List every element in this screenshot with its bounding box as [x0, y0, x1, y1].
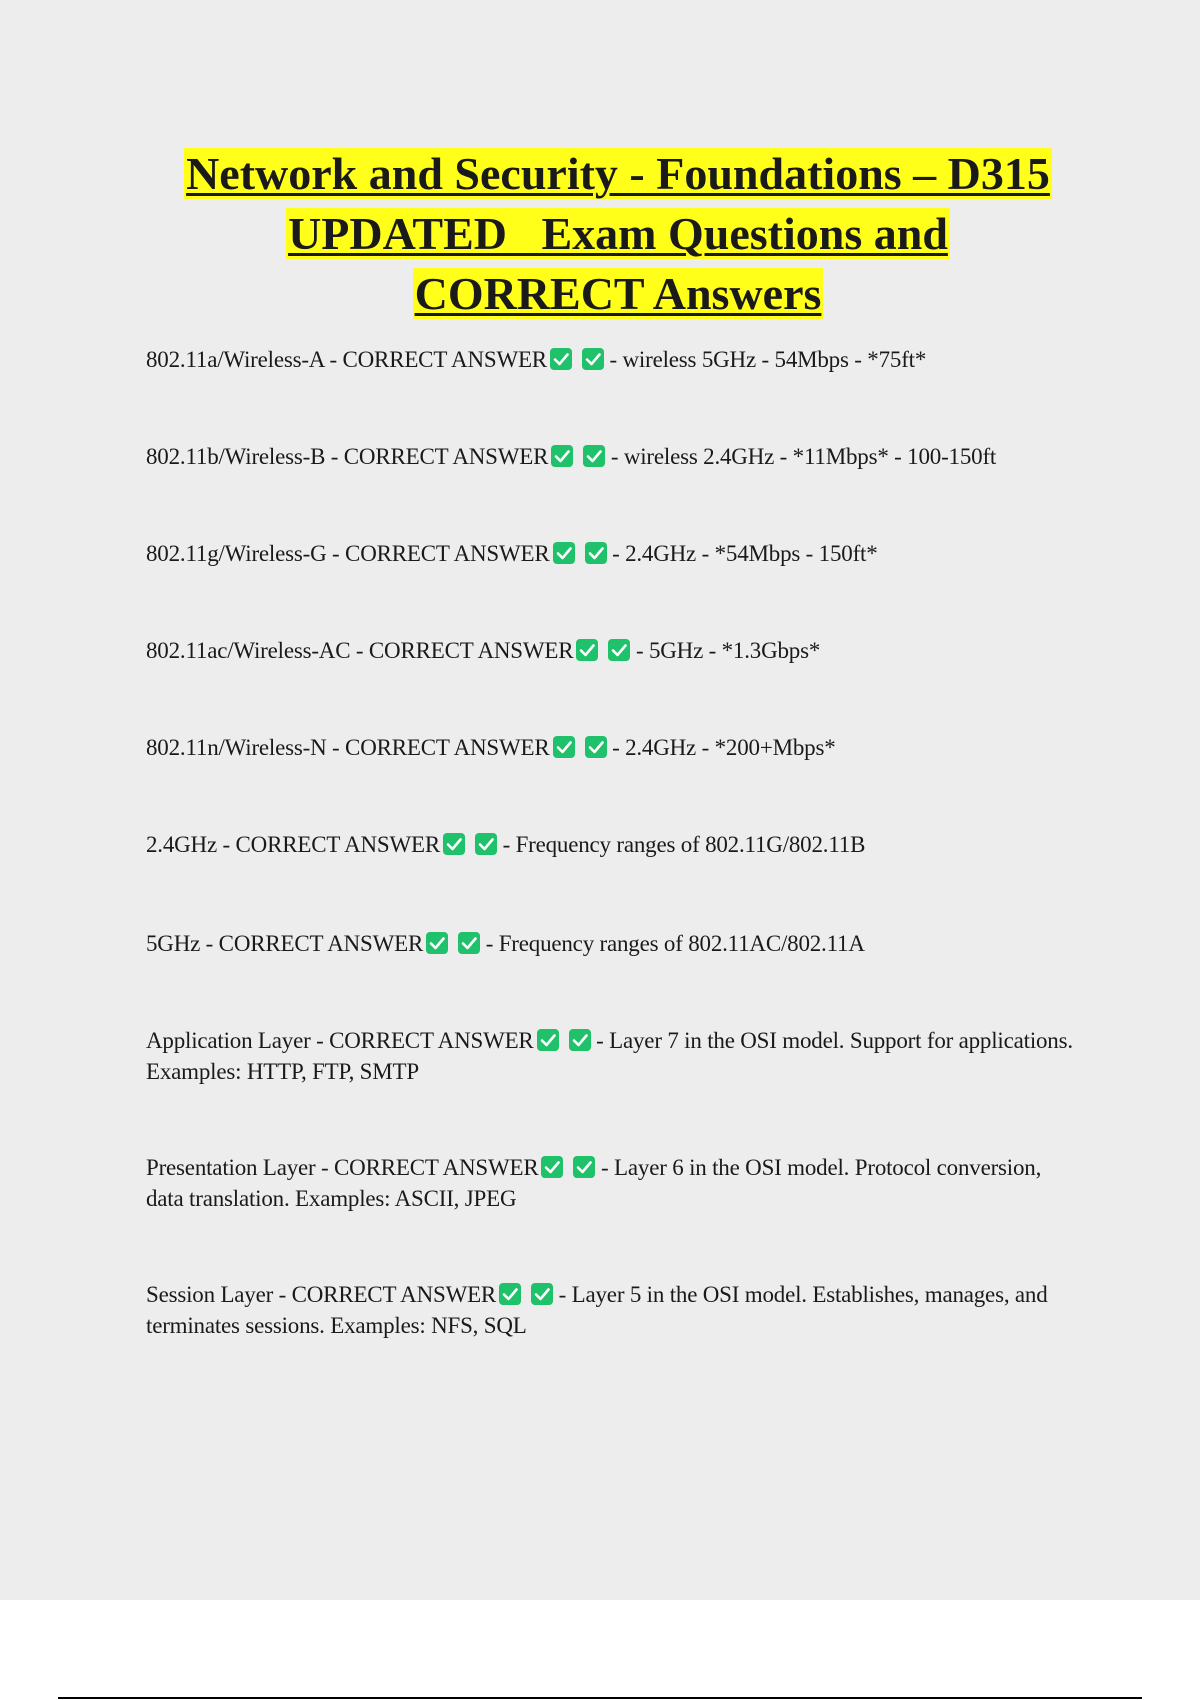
- footer-divider: [58, 1697, 1142, 1699]
- qa-entry: [146, 1152, 1076, 1214]
- check-mark-icon: [585, 542, 607, 564]
- entry-term: 802.11a/Wireless-A - CORRECT ANSWER: [146, 347, 547, 372]
- entry-answer: - wireless 5GHz - 54Mbps - *75ft*: [609, 347, 927, 372]
- qa-entry: [146, 1279, 1076, 1341]
- check-mark-icon: [550, 348, 572, 370]
- check-mark-icon: [585, 736, 607, 758]
- title-line-3: CORRECT Answers: [414, 268, 822, 319]
- check-mark-icon: [499, 1283, 521, 1305]
- check-mark-icon: [443, 833, 465, 855]
- check-mark-icon: [582, 348, 604, 370]
- check-mark-icon: [573, 1156, 595, 1178]
- entry-term: 802.11n/Wireless-N - CORRECT ANSWER: [146, 735, 550, 760]
- entry-answer: - 2.4GHz - *200+Mbps*: [612, 735, 836, 760]
- entry-term: Session Layer - CORRECT ANSWER: [146, 1282, 497, 1307]
- qa-entry: [146, 732, 1076, 763]
- check-mark-icon: [576, 639, 598, 661]
- check-mark-icon: [569, 1029, 591, 1051]
- entry-term: 2.4GHz - CORRECT ANSWER: [146, 832, 440, 857]
- qa-entry: [146, 538, 1076, 569]
- entry-answer: - wireless 2.4GHz - *11Mbps* - 100-150ft: [610, 444, 997, 469]
- entry-answer: - Frequency ranges of 802.11G/802.11B: [502, 832, 866, 857]
- entry-term: Application Layer - CORRECT ANSWER: [146, 1028, 534, 1053]
- entry-answer: - 2.4GHz - *54Mbps - 150ft*: [612, 541, 878, 566]
- check-mark-icon: [541, 1156, 563, 1178]
- check-mark-icon: [475, 833, 497, 855]
- qa-entry: [146, 635, 1076, 666]
- qa-entry: [146, 1025, 1076, 1087]
- entry-term: 802.11g/Wireless-G - CORRECT ANSWER: [146, 541, 550, 566]
- entry-term: 802.11b/Wireless-B - CORRECT ANSWER: [146, 444, 549, 469]
- check-mark-icon: [458, 932, 480, 954]
- entry-answer: - Layer 6 in the OSI model. Protocol conversion, data translation. Examples: ASCII, JPEG: [146, 1155, 1042, 1211]
- entry-term: 5GHz - CORRECT ANSWER: [146, 931, 424, 956]
- qa-entry: [146, 344, 1076, 375]
- entry-answer: - Frequency ranges of 802.11AC/802.11A: [485, 931, 865, 956]
- check-mark-icon: [553, 736, 575, 758]
- check-mark-icon: [531, 1283, 553, 1305]
- check-mark-icon: [553, 542, 575, 564]
- title-line-1: Network and Security - Foundations – D315: [186, 148, 1050, 199]
- check-mark-icon: [551, 445, 573, 467]
- qa-entry: [146, 829, 1076, 860]
- title-line-2: UPDATED Exam Questions and: [288, 208, 948, 259]
- check-mark-icon: [583, 445, 605, 467]
- entry-term: Presentation Layer - CORRECT ANSWER: [146, 1155, 539, 1180]
- entry-term: 802.11ac/Wireless-AC - CORRECT ANSWER: [146, 638, 574, 663]
- qa-entry: [146, 928, 1076, 959]
- check-mark-icon: [426, 932, 448, 954]
- document-title: [0, 144, 1200, 324]
- check-mark-icon: [537, 1029, 559, 1051]
- entry-answer: - 5GHz - *1.3Gbps*: [635, 638, 821, 663]
- entry-answer: - Layer 7 in the OSI model. Support for applications. Examples: HTTP, FTP, SMTP: [146, 1028, 1073, 1084]
- qa-entry: [146, 441, 1076, 472]
- check-mark-icon: [608, 639, 630, 661]
- entry-answer: - Layer 5 in the OSI model. Establishes, manages, and terminates sessions. Examples: NFS, SQL: [146, 1282, 1048, 1338]
